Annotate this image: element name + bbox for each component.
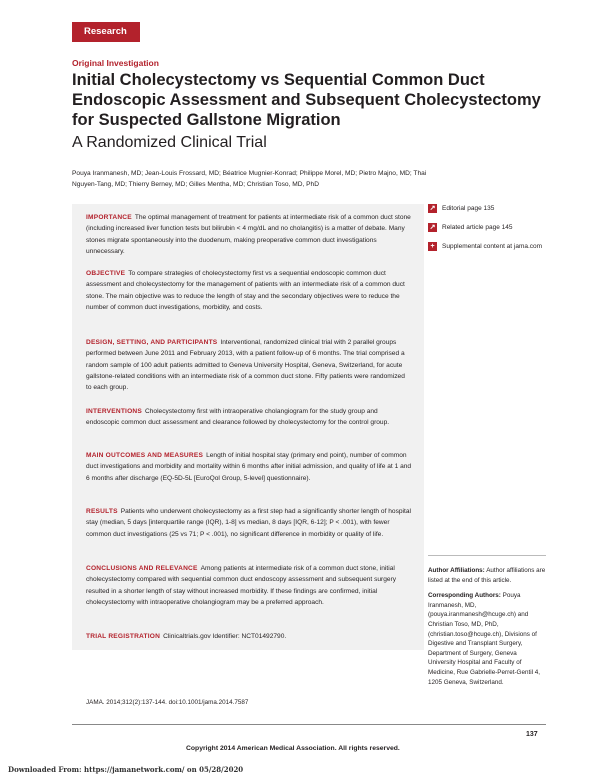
affiliations-heading: Author Affiliations:: [428, 567, 485, 574]
sidebar-divider: [428, 555, 546, 556]
abstract-results: [86, 506, 412, 540]
abstract-heading: DESIGN, SETTING, AND PARTICIPANTS: [86, 339, 218, 346]
article-title: Initial Cholecystectomy vs Sequential Common Duct Endoscopic Assessment and Subsequent Cholecystectomy for Suspected Gallstone Migration: [72, 71, 541, 129]
abstract-text: Clinicaltrials.gov Identifier: NCT01492790.: [163, 633, 287, 640]
corresponding-text: Pouya Iranmanesh, MD, (pouya.iranmanesh@hcuge.ch) and Christian Toso, MD, PhD, (christian.toso@hcuge.ch), Divisions of Digestive and Transplant Surgery, Department of Surgery, Geneva University Hospital and Faculty of Medicine, Rue Gabrielle-Perret-Gentil 4, 1205 Geneva, Switzerland.: [428, 592, 540, 686]
affiliations-text: Author affiliations are listed at the end of this article.: [428, 567, 546, 584]
section-label: Original Investigation: [72, 58, 159, 68]
arrow-icon: ↗: [429, 205, 436, 212]
abstract-importance: [86, 212, 412, 257]
abstract-objective: [86, 268, 412, 313]
link-label: Supplemental content at jama.com: [442, 243, 543, 250]
abstract-text: Length of initial hospital stay (primary end point), number of common duct investigations and morbidity and mortality within 6 months after initial admission, and quality of life at 1 and 6 months after discharge (EQ-5D-5L [EuroQol Group, 5-level] questionnaire).: [86, 452, 412, 482]
page-number: 137: [526, 731, 538, 738]
arrow-icon: ↗: [429, 224, 436, 231]
abstract-heading: IMPORTANCE: [86, 214, 132, 221]
related-links: [428, 203, 548, 260]
abstract-outcomes: [86, 450, 412, 484]
download-stamp: Downloaded From: https://jamanetwork.com/ on 05/28/2020: [8, 765, 244, 774]
abstract-registration: [86, 631, 412, 642]
abstract-heading: TRIAL REGISTRATION: [86, 633, 161, 640]
abstract-text: Interventional, randomized clinical trial with 2 parallel groups performed between June 2011 and February 2013, with a patient follow-up of 6 months. The trial comprised a random sample of 100 adult patients admitted to Geneva University Hospital, Geneva, Switzerland, for acute gallstone-related conditions with an intermediate risk of a common duct stone. Fifty patients were randomized to each group.: [86, 339, 405, 392]
abstract-heading: INTERVENTIONS: [86, 408, 142, 415]
citation: JAMA. 2014;312(2):137-144. doi:10.1001/jama.2014.7587: [86, 699, 249, 706]
article-subtitle: A Randomized Clinical Trial: [72, 134, 267, 151]
copyright-notice: Copyright 2014 American Medical Association. All rights reserved.: [186, 745, 400, 752]
author-list: Pouya Iranmanesh, MD; Jean-Louis Frossard, MD; Béatrice Mugnier-Konrad; Philippe Morel, MD; Pietro Majno, MD; Thai Nguyen-Tang, MD; Thierry Berney, MD; Gilles Mentha, MD; Christian Toso, MD, PhD: [72, 170, 427, 188]
page-divider: [72, 724, 546, 725]
related-article-link[interactable]: [428, 222, 548, 233]
plus-icon: +: [428, 242, 437, 251]
abstract-heading: MAIN OUTCOMES AND MEASURES: [86, 452, 204, 459]
supplemental-link[interactable]: [428, 241, 548, 252]
abstract-conclusions: [86, 563, 412, 608]
link-label: Related article page 145: [442, 224, 513, 231]
link-label: Editorial page 135: [442, 205, 495, 212]
author-affiliations: [428, 566, 546, 687]
abstract-interventions: [86, 406, 412, 429]
abstract-heading: OBJECTIVE: [86, 270, 126, 277]
abstract-text: To compare strategies of cholecystectomy first vs a sequential endoscopic common duct assessment and cholecystectomy for the management of patients with an intermediate risk of a common duct stone. The main objective was to reduce the length of stay and the secondary objectives were to reduce the number of common duct investigations, morbidity, and costs.: [86, 270, 405, 311]
abstract-design: [86, 337, 412, 393]
abstract-text: Patients who underwent cholecystectomy as a first step had a significantly shorter length of hospital stay (median, 5 days [interquartile range (IQR), 1-8] vs median, 8 days [IQR, 6-12]; P < .001), with fewer common duct investigations (25 vs 71; P < .001), no significant difference in morbidity or quality of life.: [86, 508, 411, 538]
corresponding-heading: Corresponding Authors:: [428, 592, 501, 600]
abstract-text: Cholecystectomy first with intraoperative cholangiogram for the study group and endoscopic common duct assessment and clearance followed by cholecystectomy for the control group.: [86, 408, 390, 427]
abstract-text: The optimal management of treatment for patients at intermediate risk of a common duct stone (including increased liver function tests but bilirubin < 4 mg/dL and no cholangitis) is a matter of debate. Many stones migrate spontaneously into the duodenum, making preoperative common duct investigations unnecessary.: [86, 214, 411, 255]
research-badge: Research: [72, 22, 140, 42]
editorial-link[interactable]: [428, 203, 548, 214]
abstract-heading: RESULTS: [86, 508, 118, 515]
abstract-text: Among patients at intermediate risk of a common duct stone, initial cholecystectomy compared with sequential common duct endoscopy assessment and subsequent surgery resulted in a shorter length of stay without increased morbidity. If these findings are confirmed, initial cholecystectomy with intraoperative cholangiogram may be a preferred approach.: [86, 565, 397, 606]
abstract-heading: CONCLUSIONS AND RELEVANCE: [86, 565, 198, 572]
